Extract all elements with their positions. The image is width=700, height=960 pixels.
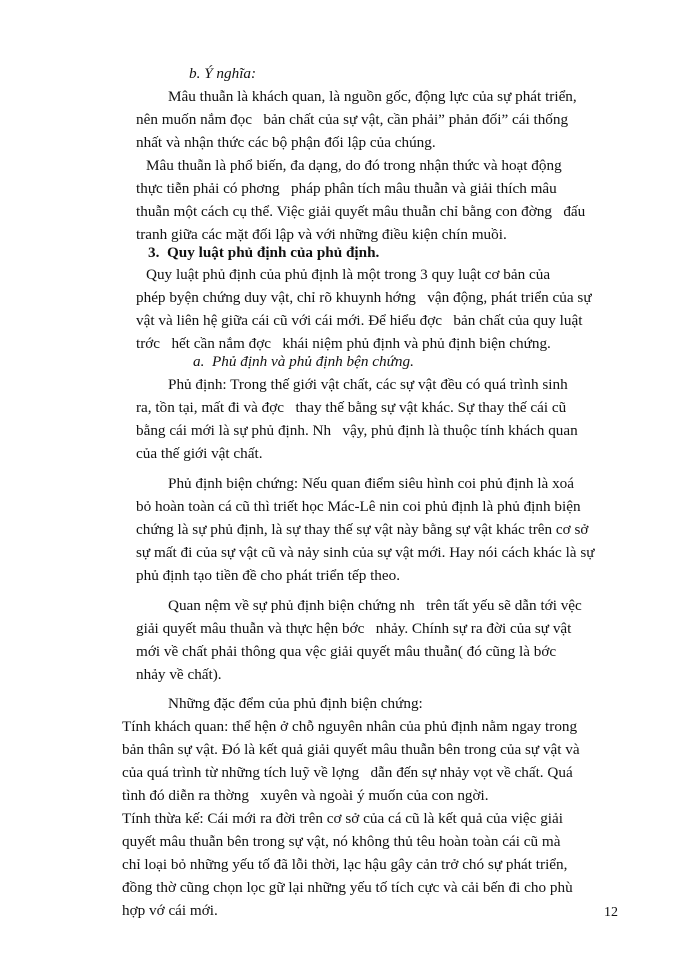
paragraph-line: chứng là sự phủ định, là sự thay thế sự vật này bằng sự vật khác trên cơ sở: [136, 521, 589, 538]
paragraph-line: tranh giữa các mặt đối lập và với những điều kiện chín muồi.: [136, 226, 507, 243]
paragraph-line: Quan nệm về sự phủ định biện chứng nh trên tất yếu sẽ dẫn tới vệc: [168, 597, 582, 614]
paragraph-line: phép byện chứng duy vật, chỉ rõ khuynh hớng vận động, phát triển của sự: [136, 289, 592, 306]
paragraph-line: nhảy về chất).: [136, 666, 222, 683]
paragraph-line: mới về chất phải thông qua vệc giải quyết mâu thuẫn( đó cũng là bớc: [136, 643, 557, 660]
page-number: 12: [604, 905, 618, 920]
paragraph-line: thuẫn một cách cụ thể. Việc giải quyết mâu thuẫn chỉ bằng con đờng đấu: [136, 203, 586, 220]
paragraph-line: thực tiễn phải có phơng pháp phân tích mâu thuẫn và giải thích mâu: [136, 180, 557, 197]
paragraph-line: hợp vớ cái mới.: [122, 902, 218, 919]
paragraph-line: bỏ hoàn toàn cá cũ thì triết học Mác-Lê nin coi phủ định là phủ định biện: [136, 498, 581, 515]
paragraph-line: Những đặc đểm của phủ định biện chứng:: [168, 695, 423, 712]
paragraph-line: của quá trình từ những tích luỹ về lợng dẫn đến sự nhảy vọt về chất. Quá: [122, 764, 573, 781]
paragraph-line: tình đó diễn ra thờng xuyên và ngoài ý muốn của con ngời.: [122, 787, 489, 804]
section-heading-3: 3. Quy luật phủ định của phủ định.: [148, 244, 380, 261]
paragraph-line: chỉ loại bỏ những yếu tố đã lỗi thời, lạc hậu gây cản trở chó sự phát triển,: [122, 856, 568, 873]
paragraph-line: của thế giới vật chất.: [136, 445, 263, 462]
paragraph-line: phủ định tạo tiền đề cho phát triển tếp theo.: [136, 567, 401, 584]
paragraph-line: Tính thừa kế: Cái mới ra đời trên cơ sở của cá cũ là kết quả của việc giải: [122, 810, 563, 827]
paragraph-line: bằng cái mới là sự phủ định. Nh vậy, phủ định là thuộc tính khách quan: [136, 422, 578, 439]
paragraph-line: Mâu thuẫn là khách quan, là nguồn gốc, động lực của sự phát triển,: [168, 88, 577, 105]
paragraph-line: nhất và nhận thức các bộ phận đối lập của chúng.: [136, 134, 436, 151]
paragraph-line: sự mất đi của sự vật cũ và nảy sinh của sự vật mới. Hay nói cách khác là sự: [136, 544, 595, 561]
paragraph-line: Mâu thuẫn là phổ biến, đa dạng, do đó trong nhận thức và hoạt động: [146, 157, 562, 174]
paragraph-line: vật và liên hệ giữa cái cũ với cái mới. Để hiểu đợc bản chất của quy luật: [136, 312, 583, 329]
paragraph-line: Phủ định: Trong thế giới vật chất, các sự vật đều có quá trình sinh: [168, 376, 568, 393]
paragraph-line: Phủ định biện chứng: Nếu quan điểm siêu hình coi phủ định là xoá: [168, 475, 574, 492]
paragraph-line: bản thân sự vật. Đó là kết quả giải quyết mâu thuẫn bên trong của sự vật và: [122, 741, 580, 758]
paragraph-line: trớc hết cần nắm đợc khái niệm phủ định và phủ định biện chứng.: [136, 335, 551, 352]
paragraph-line: quyết mâu thuẫn bên trong sự vật, nó không thủ têu hoàn toàn cái cũ mà: [122, 833, 561, 850]
paragraph-line: ra, tồn tại, mất đi và đợc thay thế bằng sự vật khác. Sự thay thế cái cũ: [136, 399, 567, 416]
paragraph-line: nên muốn nắm đọc bản chất của sự vật, cần phải” phản đối” cái thống: [136, 111, 569, 128]
paragraph-line: Quy luật phủ định của phủ định là một trong 3 quy luật cơ bản của: [146, 266, 551, 283]
subsection-heading-a: a. Phủ định và phủ định bện chứng.: [193, 353, 414, 370]
paragraph-line: Tính khách quan: thể hện ở chỗ nguyên nhân của phủ định nằm ngay trong: [122, 718, 578, 735]
section-heading-y-nghia: b. Ý nghĩa:: [189, 65, 257, 82]
paragraph-line: giải quyết mâu thuẫn và thực hện bớc nhảy. Chính sự ra đời của sự vật: [136, 620, 572, 637]
paragraph-line: đồng thờ cũng chọn lọc gữ lại những yếu tố tích cực và cải bến đi cho phù: [122, 879, 573, 896]
